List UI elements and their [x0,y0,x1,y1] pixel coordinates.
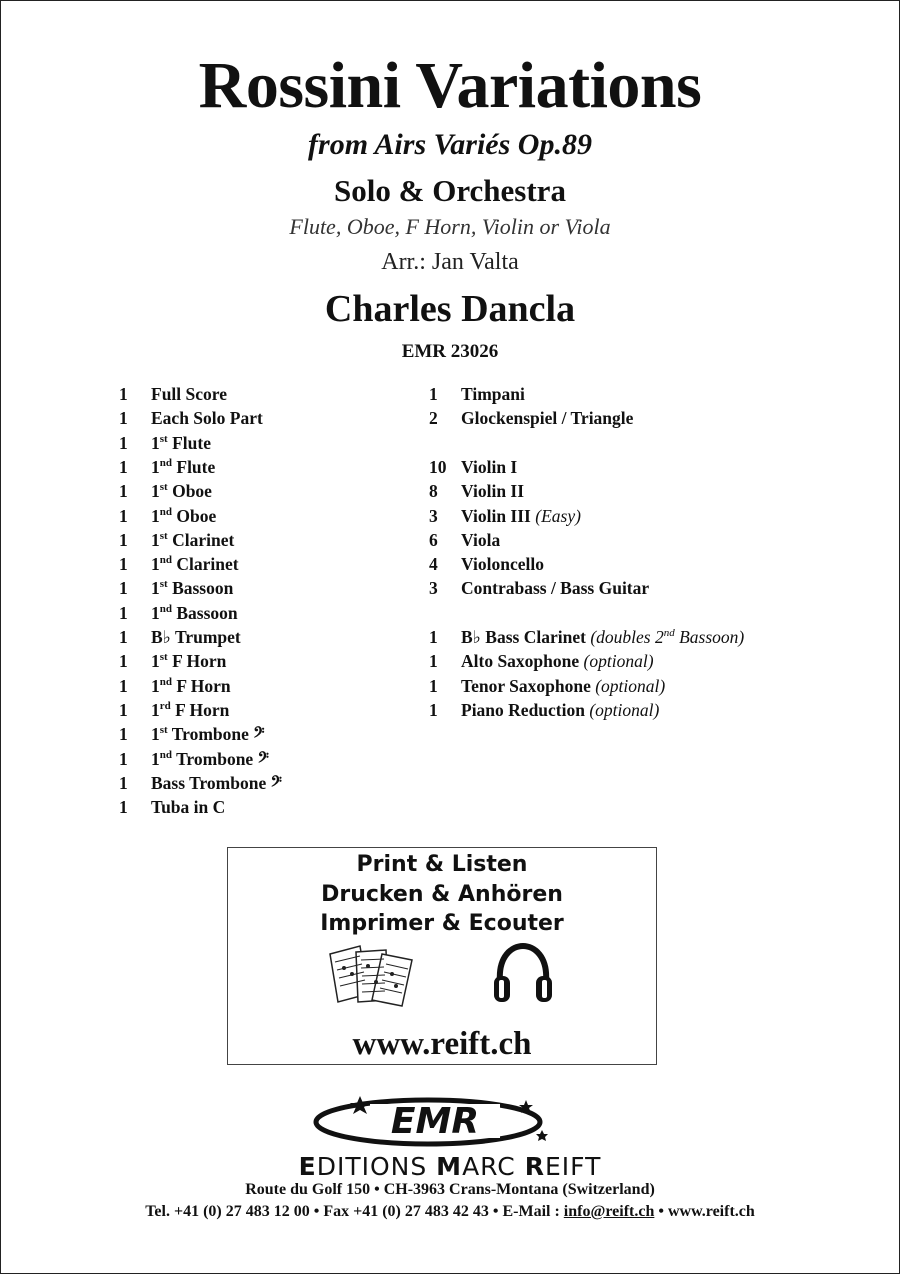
part-name: 1st Oboe [151,481,212,501]
part-quantity: 1 [429,700,438,720]
part-quantity: 3 [429,578,438,598]
publisher-name: EDITIONS MARC REIFT [298,1152,602,1181]
score-title: Rossini Variations [198,49,702,122]
part-quantity: 1 [119,797,128,817]
part-name: 1nd F Horn [151,676,231,696]
part-quantity: 1 [119,408,128,428]
print-listen-box [227,847,657,1065]
part-quantity: 1 [119,457,128,477]
part-name: 1nd Clarinet [151,554,239,574]
part-name: 1nd Bassoon [151,603,238,623]
part-quantity: 1 [119,530,128,550]
part-quantity: 1 [119,506,128,526]
emr-logo-text: EMR [390,1101,480,1142]
part-name: Violin III (Easy) [461,506,581,526]
part-name: Violoncello [461,554,544,574]
part-quantity: 1 [119,578,128,598]
promo-line-fr: Imprimer & Ecouter [320,911,564,936]
part-name: Violin I [461,457,518,477]
part-quantity: 1 [429,627,438,647]
part-name: 1rd F Horn [151,700,230,720]
part-name: Tenor Saxophone (optional) [461,676,666,696]
part-name: Tuba in C [151,797,226,817]
part-quantity: 3 [429,506,438,526]
part-quantity: 1 [119,700,128,720]
website-link[interactable]: www.reift.ch [352,1026,532,1062]
part-name: Bass Trombone 𝄢 [151,773,282,793]
email-link[interactable]: info@reift.ch [563,1203,655,1220]
part-name: 1nd Trombone 𝄢 [151,749,269,769]
part-quantity: 1 [119,676,128,696]
promo-line-de: Drucken & Anhören [321,882,563,907]
part-name: 1st F Horn [151,651,227,671]
part-quantity: 1 [429,676,438,696]
part-quantity: 1 [119,773,128,793]
part-quantity: 4 [429,554,438,574]
part-quantity: 1 [119,481,128,501]
solo-instruments: Flute, Oboe, F Horn, Violin or Viola [289,214,611,239]
part-name: Alto Saxophone (optional) [461,651,654,671]
part-name: 1nd Flute [151,457,216,477]
part-name: Contrabass / Bass Guitar [461,578,650,598]
part-quantity: 1 [119,384,128,404]
part-quantity: 1 [119,433,128,453]
part-name: 1st Bassoon [151,578,234,598]
part-quantity: 1 [429,651,438,671]
part-quantity: 1 [119,749,128,769]
catalog-code: EMR 23026 [401,341,499,362]
part-name: Violin II [461,481,525,501]
composer: Charles Dancla [324,288,576,330]
publisher-contact: Tel. +41 (0) 27 483 12 00 • Fax +41 (0) 27 483 42 43 • E-Mail : info@reift.ch • www.reift.ch [145,1203,755,1220]
part-name: Glockenspiel / Triangle [461,408,634,428]
part-name: Each Solo Part [151,408,263,428]
part-name: 1st Trombone 𝄢 [151,724,265,744]
score-subtitle: from Airs Variés Op.89 [308,128,592,161]
part-name: Piano Reduction (optional) [461,700,660,720]
part-quantity: 8 [429,481,438,501]
part-quantity: 1 [119,651,128,671]
part-name: Viola [461,530,501,550]
part-name: Full Score [151,384,227,404]
part-name: 1st Flute [151,433,211,453]
arranger: Arr.: Jan Valta [381,249,519,275]
score-genre: Solo & Orchestra [334,173,566,208]
part-quantity: 6 [429,530,438,550]
part-quantity: 2 [429,408,438,428]
sheet-music-icon [326,944,424,1008]
part-name: B♭ Trumpet [151,627,241,647]
part-quantity: 1 [119,627,128,647]
publisher-address: Route du Golf 150 • CH-3963 Crans-Montana (Switzerland) [245,1181,655,1198]
part-quantity: 1 [119,554,128,574]
part-name: 1st Clarinet [151,530,235,550]
part-quantity: 1 [119,724,128,744]
part-quantity: 1 [429,384,438,404]
part-name: B♭ Bass Clarinet (doubles 2nd Bassoon) [461,627,745,647]
part-quantity: 1 [119,603,128,623]
emr-logo [310,1092,560,1150]
promo-line-en: Print & Listen [356,852,528,877]
part-name: 1nd Oboe [151,506,217,526]
part-quantity: 10 [429,457,447,477]
part-name: Timpani [461,384,525,404]
headphones-icon [490,942,556,1006]
